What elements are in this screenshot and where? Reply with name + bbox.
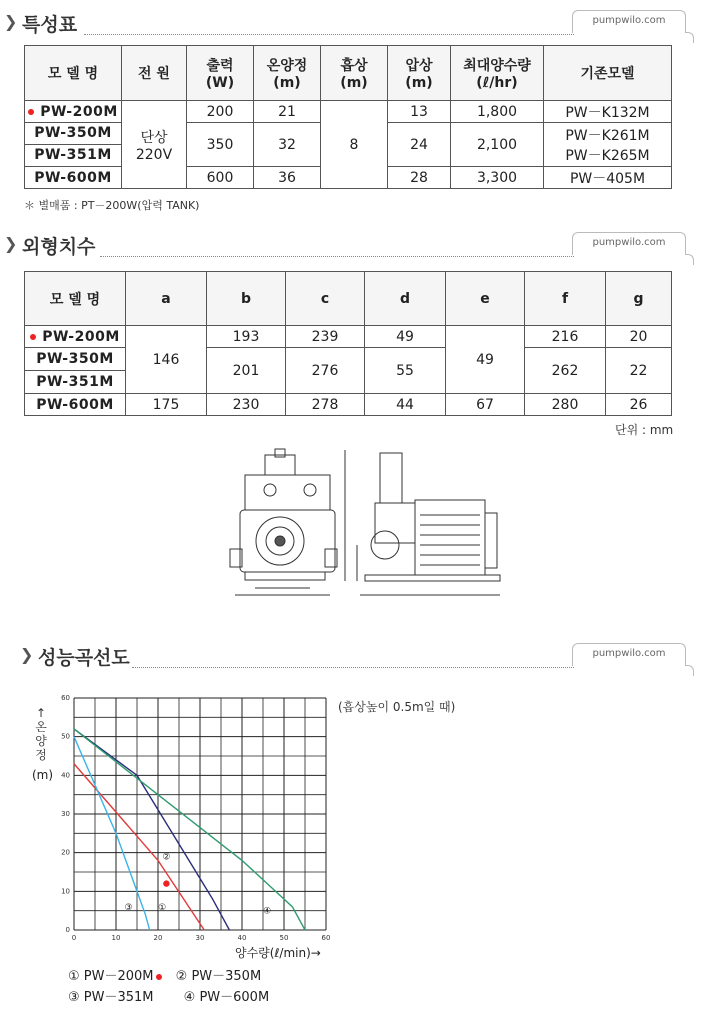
- brand-tab[interactable]: pumpwilo.com: [572, 643, 686, 666]
- col-header: 모 델 명: [25, 46, 122, 101]
- series-line: [74, 729, 305, 930]
- model-cell: PW-600M: [25, 167, 122, 189]
- x-tick-label: 30: [195, 934, 205, 942]
- y-tick-label: 50: [61, 732, 70, 741]
- x-tick-label: 10: [111, 934, 121, 942]
- col-header: 온양정 (m): [254, 46, 321, 101]
- y-tick-label: 10: [61, 887, 70, 896]
- performance-chart: [56, 690, 346, 950]
- chevron-right-icon: ❯: [4, 234, 18, 253]
- series-marker-label: ④: [263, 906, 272, 917]
- y-tick-label: 20: [61, 848, 70, 857]
- brand-tab[interactable]: pumpwilo.com: [572, 232, 686, 255]
- section-title: 성능곡선도: [38, 647, 130, 669]
- power-cell: 단상 220V: [122, 101, 187, 189]
- table-row: PW-600M 175 230 278 44 67 280 26: [25, 394, 672, 416]
- x-tick-label: 60: [321, 934, 331, 942]
- model-cell: PW-600M: [25, 394, 126, 416]
- bullet-dot-icon: [30, 334, 36, 340]
- series-line: [74, 764, 204, 930]
- bullet-dot-icon: [28, 109, 34, 115]
- divider: [132, 667, 574, 668]
- series-marker-label: ③: [124, 902, 133, 913]
- section-title: 외형치수: [22, 236, 96, 258]
- legend: [68, 986, 269, 1005]
- section-header-spec: [0, 10, 700, 42]
- operating-point: [163, 880, 169, 886]
- series-line: [74, 729, 229, 930]
- chart-note: (흡상높이 0.5m일 때): [338, 700, 456, 714]
- model-cell: PW-200M: [25, 326, 126, 348]
- pump-dimension-drawing: [225, 445, 505, 610]
- legend: [68, 965, 261, 984]
- col-header: 흡상 (m): [321, 46, 388, 101]
- x-tick-label: 50: [279, 934, 289, 942]
- table-row: PW-350M PW-351M 350 32 24 2,100 PW－K261M PW－K265M: [25, 123, 672, 167]
- legend-item: ① PW－200M: [68, 969, 154, 984]
- chevron-right-icon: ❯: [20, 645, 34, 664]
- table-row: PW-200M 146 193 239 49 49 216 20: [25, 326, 672, 348]
- legend-item: ④ PW－600M: [183, 990, 270, 1005]
- y-tick-label: 40: [61, 771, 70, 780]
- table-row: PW-350M PW-351M 201 276 55 262 22: [25, 348, 672, 394]
- col-header: 기존모델: [544, 46, 672, 101]
- section-header-curve: [0, 643, 700, 675]
- table-row: PW-600M 600 36 28 3,300 PW－405M: [25, 167, 672, 189]
- y-tick-label: 30: [61, 810, 70, 818]
- x-tick-label: 20: [153, 934, 163, 942]
- table-row: PW-200M 단상 220V 200 21 8 13 1,800 PW－K132M: [25, 101, 672, 123]
- divider: [100, 256, 574, 257]
- y-tick-label: 0: [65, 926, 70, 934]
- col-header: 전 원: [122, 46, 187, 101]
- series-marker-label: ②: [162, 852, 171, 863]
- col-header: 최대양수량 (ℓ/hr): [451, 46, 544, 101]
- model-cell: PW-350M PW-351M: [25, 123, 122, 167]
- col-header: 압상 (m): [388, 46, 451, 101]
- brand-tab[interactable]: pumpwilo.com: [572, 10, 686, 33]
- divider: [84, 34, 574, 35]
- legend-dot-icon: [156, 974, 162, 980]
- chevron-right-icon: ❯: [4, 12, 18, 31]
- x-axis-title: 양수량(ℓ/min)→: [235, 946, 321, 960]
- y-tick-label: 60: [61, 694, 70, 702]
- legend-item: ② PW－350M: [175, 969, 262, 984]
- model-cell: PW-200M: [25, 101, 122, 123]
- section-header-dims: [0, 232, 700, 264]
- y-axis-unit: (m): [32, 768, 54, 782]
- accessory-note: ＊ 별매품 : PT－200W(압력 TANK): [24, 199, 200, 212]
- section-title: 특성표: [22, 14, 78, 36]
- y-axis-title: ↑ 온 양 정: [35, 706, 47, 762]
- spec-table: [24, 45, 672, 189]
- dims-table: 모 델 명 a b c d e f g PW-200M 146 193 239 49 49 216 20 PW-350M PW-351M 201 276 55 262 22 PW-600M 175 230 278 44 67 280 26: [24, 271, 672, 416]
- x-tick-label: 0: [71, 934, 77, 942]
- legend-item: ③ PW－351M: [68, 990, 154, 1005]
- unit-label: 단위 : mm: [615, 423, 674, 437]
- series-marker-label: ①: [158, 902, 167, 913]
- col-header: 출력 (W): [187, 46, 254, 101]
- x-tick-label: 40: [237, 934, 247, 942]
- col-header: 모 델 명: [25, 272, 126, 326]
- model-cell: PW-350M PW-351M: [25, 348, 126, 394]
